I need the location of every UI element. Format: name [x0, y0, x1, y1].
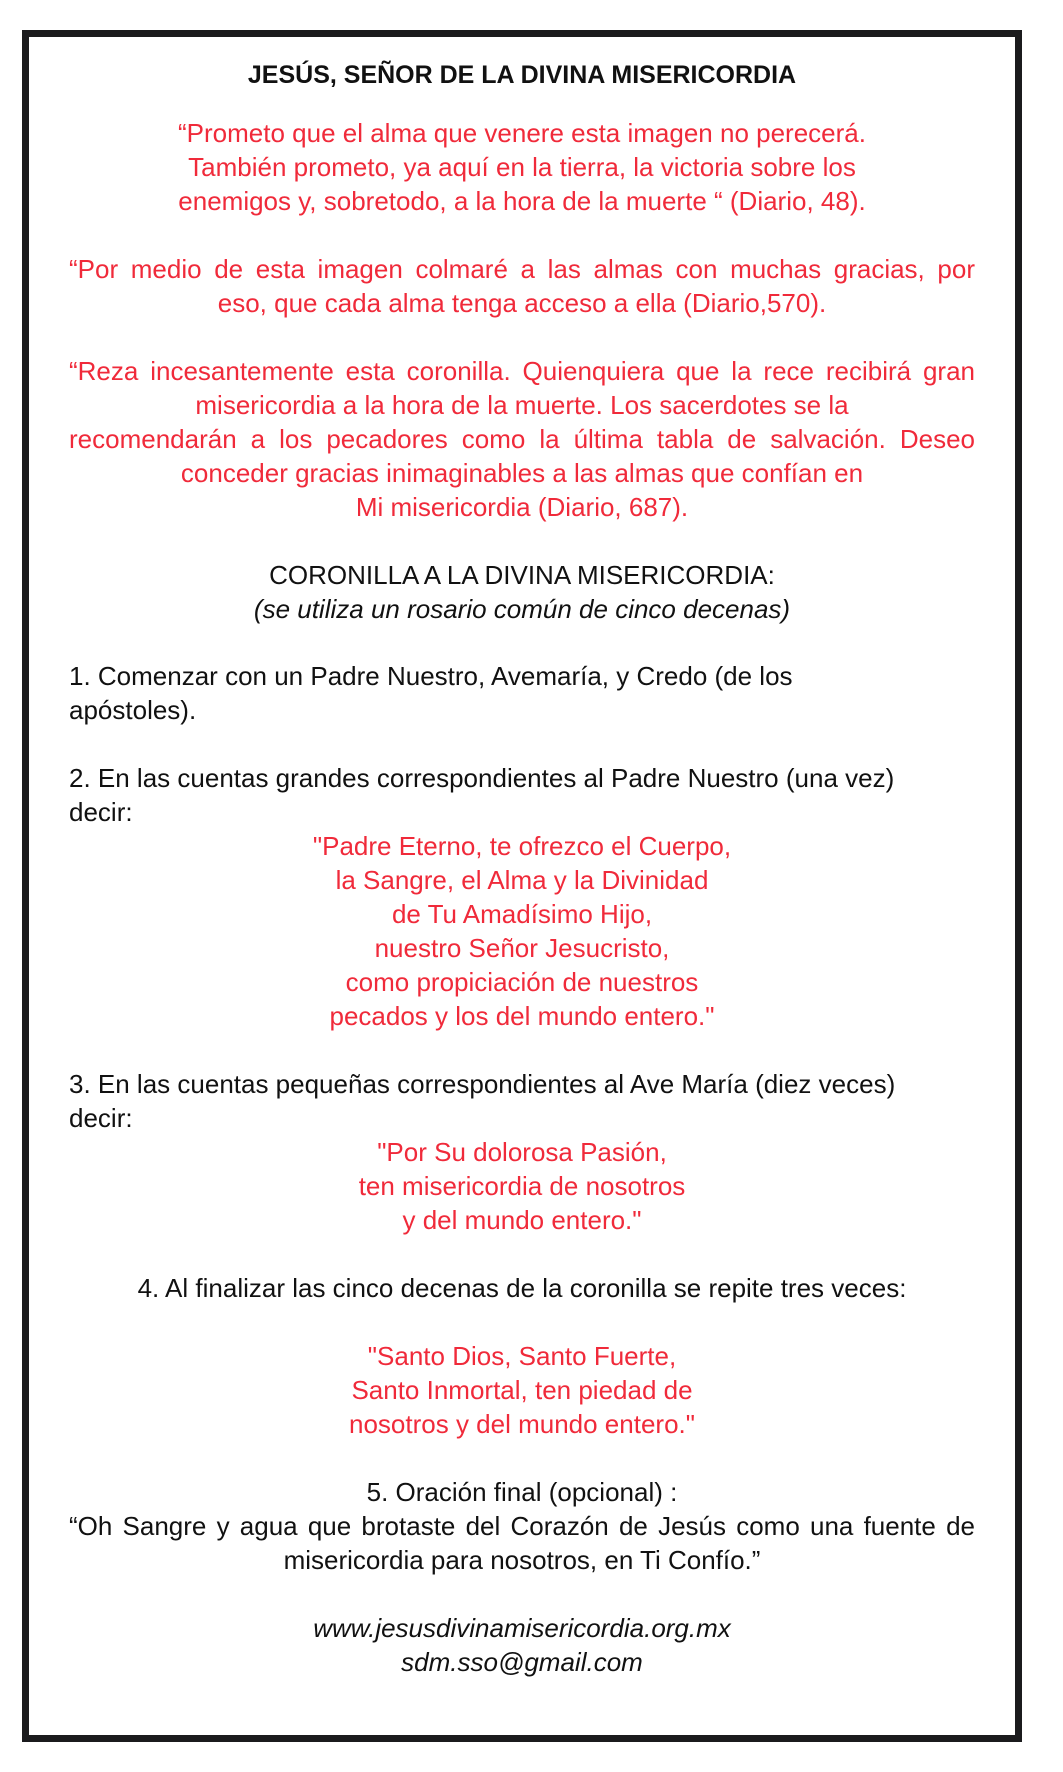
coronilla-heading: CORONILLA A LA DIVINA MISERICORDIA: — [269, 560, 775, 590]
prayer-line: pecados y los del mundo entero." — [329, 1001, 715, 1031]
prayer-line: ten misericordia de nosotros — [358, 1171, 686, 1201]
step-line: decir: — [69, 1103, 133, 1133]
final-prayer-line: misericordia para nosotros, en Ti Confío.” — [283, 1545, 761, 1575]
prayer-line: "Padre Eterno, te ofrezco el Cuerpo, — [312, 831, 732, 861]
step-line: 4. Al finalizar las cinco decenas de la coronilla se repite tres veces: — [137, 1273, 907, 1303]
website-link[interactable]: www.jesusdivinamisericordia.org.mx — [313, 1613, 731, 1643]
email-link[interactable]: sdm.sso@gmail.com — [401, 1647, 643, 1677]
quote-line: eso, que cada alma tenga acceso a ella (Diario,570). — [217, 288, 827, 318]
prayer-line: de Tu Amadísimo Hijo, — [391, 899, 653, 929]
final-prayer-line: “Oh Sangre y agua que brotaste del Corazón de Jesús como una fuente de — [69, 1511, 975, 1541]
quote-line: misericordia a la hora de la muerte. Los sacerdotes se la — [195, 390, 849, 420]
prayer-line: como propiciación de nuestros — [345, 967, 699, 997]
prayer-line: Santo Inmortal, ten piedad de — [351, 1375, 693, 1405]
prayer-line: y del mundo entero." — [402, 1205, 642, 1235]
quote-line: “Prometo que el alma que venere esta imagen no perecerá. — [178, 118, 866, 148]
step-line: decir: — [69, 797, 133, 827]
quote-line: recomendarán a los pecadores como la última tabla de salvación. Deseo — [69, 424, 975, 454]
page-title: JESÚS, SEÑOR DE LA DIVINA MISERICORDIA — [247, 61, 797, 89]
quote-line: También prometo, ya aquí en la tierra, la victoria sobre los — [188, 152, 856, 182]
step-line: 1. Comenzar con un Padre Nuestro, Avemaría, y Credo (de los — [69, 661, 793, 691]
quote-line: “Por medio de esta imagen colmaré a las almas con muchas gracias, por — [69, 254, 975, 284]
coronilla-subheading: (se utiliza un rosario común de cinco decenas) — [253, 594, 791, 624]
step-line: 2. En las cuentas grandes correspondientes al Padre Nuestro (una vez) — [69, 763, 895, 793]
quote-line: “Reza incesantemente esta coronilla. Quienquiera que la rece recibirá gran — [69, 356, 975, 386]
prayer-line: nuestro Señor Jesucristo, — [374, 933, 670, 963]
prayer-line: "Santo Dios, Santo Fuerte, — [367, 1341, 677, 1371]
prayer-line: "Por Su dolorosa Pasión, — [377, 1137, 667, 1167]
prayer-card — [22, 30, 1022, 1742]
step-line: apóstoles). — [69, 695, 197, 725]
prayer-line: nosotros y del mundo entero." — [349, 1409, 695, 1439]
quote-line: conceder gracias inimaginables a las almas que confían en — [180, 458, 864, 488]
card-content — [69, 37, 975, 1735]
quote-line: enemigos y, sobretodo, a la hora de la muerte “ (Diario, 48). — [178, 186, 866, 216]
step-line: 3. En las cuentas pequeñas correspondientes al Ave María (diez veces) — [69, 1069, 896, 1099]
quote-line: Mi misericordia (Diario, 687). — [355, 492, 689, 522]
prayer-line: la Sangre, el Alma y la Divinidad — [335, 865, 709, 895]
step-heading: 5. Oración final (opcional) : — [366, 1477, 678, 1507]
